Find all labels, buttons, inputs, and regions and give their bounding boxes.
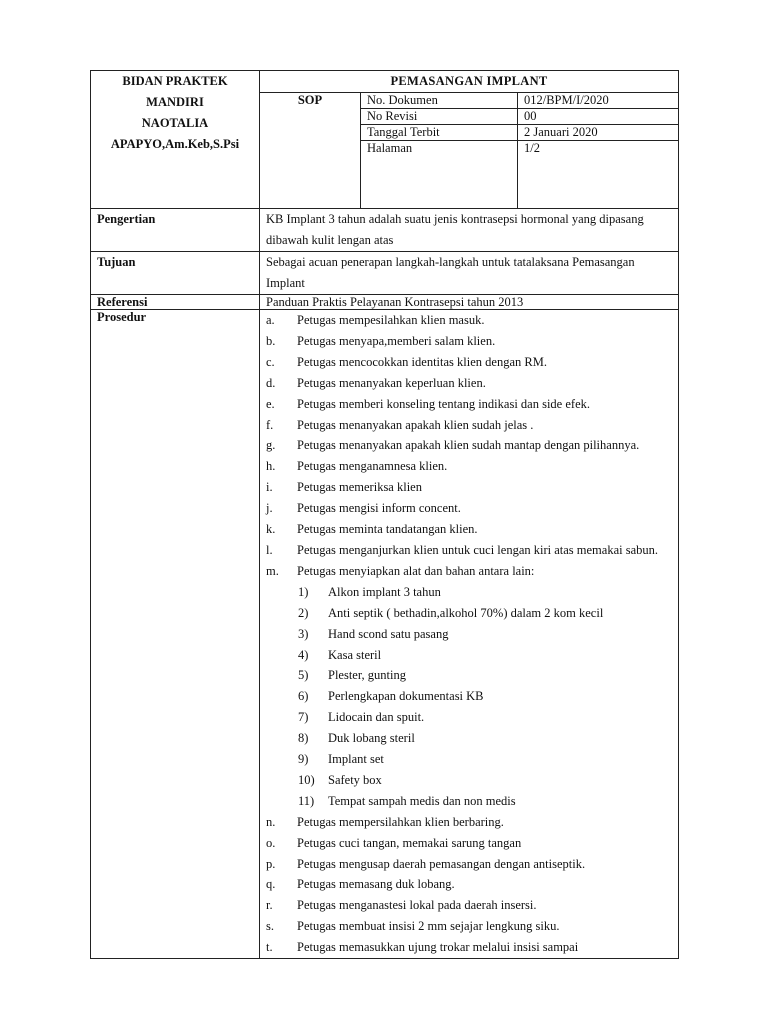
item-text: Safety box (328, 772, 382, 787)
item-text: Petugas mengisi inform concent. (297, 501, 461, 516)
item-marker: 2) (298, 605, 309, 620)
item-text: Perlengkapan dokumentasi KB (328, 689, 484, 704)
tujuan-text: Sebagai acuan penerapan langkah-langkah untuk tatalaksana Pemasangan Implant (260, 252, 679, 295)
list-item (266, 770, 672, 791)
item-text: Petugas menganastesi lokal pada daerah insersi. (297, 898, 537, 913)
organization-name (91, 71, 260, 209)
meta-value: 012/BPM/I/2020 (518, 93, 679, 109)
item-text: Lidocain dan spuit. (328, 710, 425, 725)
item-marker: a. (266, 313, 275, 327)
item-marker: t. (266, 940, 273, 955)
list-item (266, 582, 672, 603)
meta-label: Tanggal Terbit (361, 125, 518, 141)
item-marker: c. (266, 354, 275, 369)
item-marker: k. (266, 522, 276, 537)
list-item (266, 477, 672, 498)
item-marker: 11) (298, 793, 315, 808)
list-item (266, 707, 672, 728)
item-text: Petugas menanyakan keperluan klien. (297, 375, 486, 390)
item-marker: e. (266, 396, 275, 411)
list-item (266, 394, 672, 415)
procedure-list-continued (266, 812, 672, 958)
tujuan-label: Tujuan (91, 252, 260, 295)
meta-label: No. Dokumen (361, 93, 518, 109)
item-text: Petugas meminta tandatangan klien. (297, 522, 478, 537)
item-marker: 6) (298, 689, 309, 704)
item-marker: q. (266, 877, 276, 892)
item-text: Petugas membuat insisi 2 mm sejajar lengkung siku. (297, 919, 560, 934)
item-text: Hand scond satu pasang (328, 626, 449, 641)
list-item (266, 603, 672, 624)
item-text: Petugas menganjurkan klien untuk cuci lengan kiri atas memakai sabun. (297, 542, 659, 557)
pengertian-text: KB Implant 3 tahun adalah suatu jenis kontrasepsi hormonal yang dipasang dibawah kulit lengan atas (260, 209, 679, 252)
list-item (266, 540, 672, 561)
item-marker: i. (266, 480, 273, 495)
item-text: Petugas menyapa,memberi salam klien. (297, 333, 496, 348)
item-text: Petugas menganamnesa klien. (297, 459, 448, 474)
item-text: Petugas cuci tangan, memakai sarung tangan (297, 835, 522, 850)
item-marker: 9) (298, 752, 309, 767)
item-marker: h. (266, 459, 276, 474)
item-text: Duk lobang steril (328, 731, 415, 746)
list-item (266, 833, 672, 854)
list-item (266, 498, 672, 519)
list-item (266, 373, 672, 394)
referensi-text: Panduan Praktis Pelayanan Kontrasepsi tahun 2013 (260, 295, 679, 310)
list-item (266, 415, 672, 436)
item-marker: g. (266, 438, 276, 453)
list-item (266, 352, 672, 373)
item-marker: 4) (298, 647, 309, 662)
item-marker: 7) (298, 710, 309, 725)
item-marker: 5) (298, 668, 309, 683)
list-item (266, 331, 672, 352)
prosedur-label: Prosedur (91, 310, 260, 959)
meta-label: Halaman (361, 141, 518, 209)
list-item (266, 456, 672, 477)
list-item (266, 310, 672, 331)
item-text: Petugas memasukkan ujung trokar melalui insisi sampai (297, 940, 579, 955)
item-marker: o. (266, 835, 276, 850)
item-marker: l. (266, 542, 273, 557)
item-text: Petugas memberi konseling tentang indikasi dan side efek. (297, 396, 590, 411)
sop-label: SOP (260, 93, 361, 209)
procedure-list (266, 310, 672, 582)
list-item (266, 937, 672, 958)
list-item (266, 561, 672, 582)
item-text: Petugas menanyakan apakah klien sudah mantap dengan pilihannya. (297, 438, 640, 453)
list-item (266, 665, 672, 686)
item-marker: r. (266, 898, 273, 913)
item-text: Tempat sampah medis dan non medis (328, 793, 516, 808)
item-text: Anti septik ( bethadin,alkohol 70%) dalam 2 kom kecil (328, 605, 604, 620)
item-text: Implant set (328, 752, 384, 767)
item-marker: f. (266, 417, 274, 432)
list-item (266, 916, 672, 937)
prosedur-content (260, 310, 679, 959)
item-marker: d. (266, 375, 276, 390)
list-item (266, 435, 672, 456)
item-marker: n. (266, 814, 276, 829)
list-item (266, 791, 672, 812)
item-text: Petugas mengusap daerah pemasangan dengan antiseptik. (297, 856, 586, 871)
list-item (266, 519, 672, 540)
item-marker: 8) (298, 731, 309, 746)
item-text: Plester, gunting (328, 668, 406, 683)
item-text: Kasa steril (328, 647, 382, 662)
equipment-list (266, 582, 672, 812)
sop-table (90, 70, 679, 959)
item-marker: 1) (298, 584, 309, 599)
item-text: Petugas mempesilahkan klien masuk. (297, 313, 485, 327)
org-line: APAPYO,Am.Keb,S.Psi (110, 137, 240, 151)
referensi-label: Referensi (91, 295, 260, 310)
list-item (266, 812, 672, 833)
item-marker: 10) (298, 772, 315, 787)
org-line: NAOTALIA (141, 116, 209, 130)
pengertian-label: Pengertian (91, 209, 260, 252)
meta-value: 00 (518, 109, 679, 125)
item-text: Petugas menanyakan apakah klien sudah jelas . (297, 417, 534, 432)
item-text: Petugas memeriksa klien (297, 480, 422, 495)
item-text: Petugas menyiapkan alat dan bahan antara lain: (297, 563, 535, 578)
list-item (266, 895, 672, 916)
org-line: BIDAN PRAKTEK (122, 74, 228, 88)
org-line: MANDIRI (146, 95, 204, 109)
item-text: Petugas memasang duk lobang. (297, 877, 455, 892)
item-marker: b. (266, 333, 276, 348)
list-item (266, 645, 672, 666)
meta-value: 1/2 (518, 141, 679, 209)
item-marker: p. (266, 856, 276, 871)
item-text: Petugas mencocokkan identitas klien dengan RM. (297, 354, 547, 369)
item-marker: m. (266, 563, 279, 578)
item-marker: j. (266, 501, 273, 516)
item-text: Alkon implant 3 tahun (328, 584, 441, 599)
meta-label: No Revisi (361, 109, 518, 125)
list-item (266, 728, 672, 749)
item-marker: 3) (298, 626, 309, 641)
list-item (266, 686, 672, 707)
list-item (266, 624, 672, 645)
list-item (266, 749, 672, 770)
document-title: PEMASANGAN IMPLANT (260, 71, 679, 93)
list-item (266, 874, 672, 895)
list-item (266, 854, 672, 875)
item-marker: s. (266, 919, 274, 934)
meta-value: 2 Januari 2020 (518, 125, 679, 141)
item-text: Petugas mempersilahkan klien berbaring. (297, 814, 504, 829)
